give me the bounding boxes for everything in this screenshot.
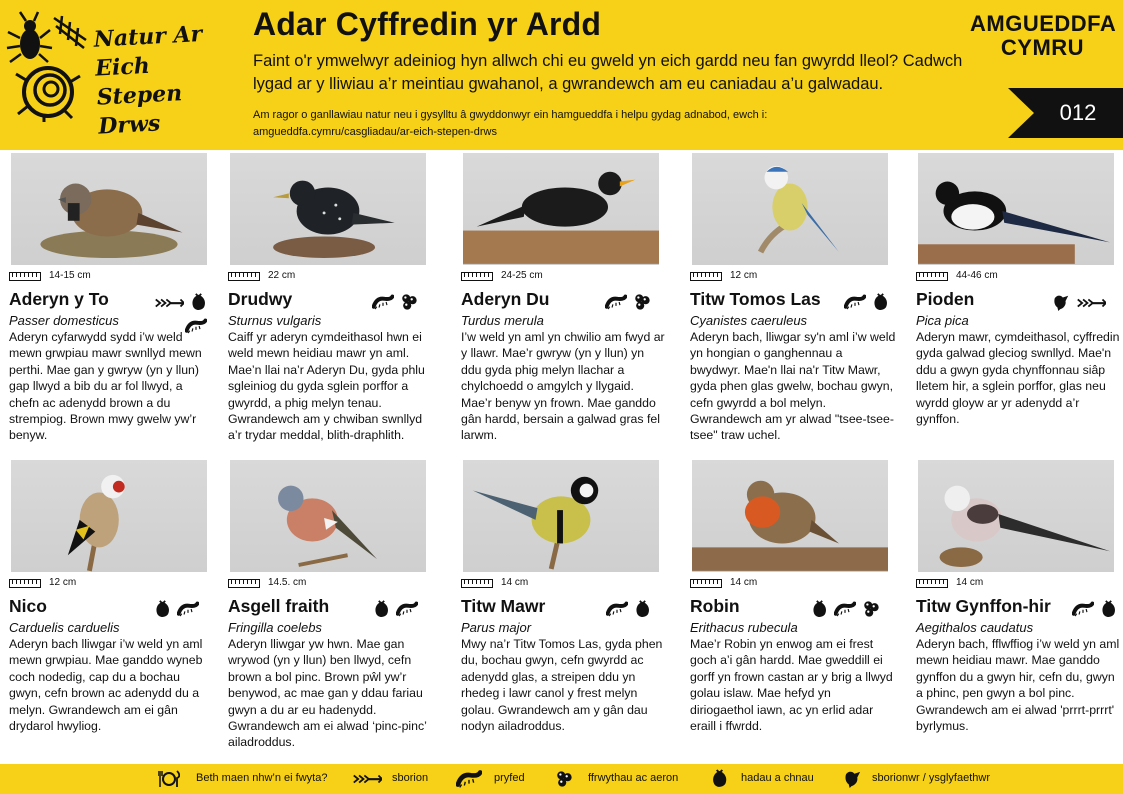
insects-icon	[177, 600, 199, 618]
bird-name: Robin	[690, 596, 740, 616]
bird-card	[228, 460, 438, 760]
insects-icon	[605, 293, 627, 311]
insects-icon	[1072, 600, 1094, 618]
insects-icon	[396, 600, 418, 618]
bird-illustration-icon	[11, 460, 207, 572]
bird-photo	[11, 460, 207, 572]
bird-description: Aderyn bach lliwgar i’w weld yn aml mewn grwpiau. Mae ganddo wyneb coch nodedig, cap du a bochau gwyn, cefn brown ac adenydd du a melyn. Gwrandewch am ei gân drydarol hwyliog.	[9, 637, 203, 734]
bird-card	[461, 460, 671, 760]
size-text: 14 cm	[730, 577, 758, 588]
bird-photo	[230, 153, 426, 265]
ruler-icon	[461, 272, 493, 281]
bird-card	[228, 153, 438, 453]
insects-icon	[456, 769, 482, 789]
bird-name: Titw Tomos Las	[690, 289, 821, 309]
ruler-icon	[9, 579, 41, 588]
bird-card	[690, 460, 900, 760]
scraps-icon	[352, 772, 382, 786]
seeds-icon	[711, 769, 728, 788]
bird-illustration-icon	[230, 460, 426, 572]
insects-icon	[844, 293, 866, 311]
ruler-icon	[690, 579, 722, 588]
ruler-icon	[228, 579, 260, 588]
more-info-text: Am ragor o ganllawiau natur neu i gysylltu â gwyddonwyr ein hamgueddfa i helpu gydag adnabod, ewch i: amgueddfa.cymru/casgliadau/ar-eich-stepen-drws	[253, 109, 768, 138]
bird-card	[916, 460, 1123, 760]
fruit-icon	[555, 770, 573, 788]
ruler-icon	[916, 579, 948, 588]
bird-illustration-icon	[918, 460, 1114, 572]
museum-name-line2: CYMRU	[1000, 35, 1085, 60]
page-subtitle: Faint o'r ymwelwyr adeiniog hyn allwch chi eu gweld yn eich gardd neu fan gwyrdd lleol? Cadwch lygad ar y lliwiau a’r meintiau gwahanol, a gwrandewch am eu caniadau a’u galwadau.	[253, 52, 963, 93]
bird-size	[690, 270, 890, 284]
bird-photo	[230, 460, 426, 572]
latin-name: Cyanistes caeruleus	[690, 313, 808, 328]
seeds-icon	[154, 600, 171, 618]
bird-description: Mae’r Robin yn enwog am ei frest goch a’i gân hardd. Mae gweddill ei gorff yn frown castan ar y brig a llwyd golau islaw. Mae hefyd yn diriogaethol iawn, ac yn erlid adar eraill i ffwrdd.	[690, 637, 893, 734]
insects-icon	[606, 600, 628, 618]
scraps-icon	[154, 296, 184, 310]
bird-photo	[918, 460, 1114, 572]
bird-illustration-icon	[230, 153, 426, 265]
bird-name: Asgell fraith	[228, 596, 330, 616]
seeds-icon	[373, 600, 390, 618]
size-text: 14 cm	[501, 577, 529, 588]
bird-illustration-icon	[918, 153, 1114, 265]
bird-description: Aderyn cyfarwydd sydd i’w weld mewn grwpiau mawr swnllyd mewn perthi. Mae gan y gwryw (yn y llun) gap llwyd a bib du ar fol llwyd, a chefn ac adenydd brown a du strempiog. Brown mwy gwelw yw’r benyw.	[9, 330, 202, 443]
bird-description: Aderyn bach, fflwffiog i’w weld yn aml mewn heidiau mawr. Mae ganddo gynffon du a gwyn hir, cefn du, gwyn a phinc, pen gwyn a bol pinc. Gwrandewch am ei alwad 'prrrt-prrrt' byrlymus.	[916, 637, 1120, 734]
sheet-number: 012	[1059, 100, 1097, 125]
size-text: 22 cm	[268, 270, 296, 281]
seeds-icon	[811, 600, 828, 618]
size-text: 12 cm	[730, 270, 758, 281]
bird-name: Aderyn y To	[9, 289, 109, 309]
bird-description: Caiff yr aderyn cymdeithasol hwn ei weld mewn heidiau mawr yn aml. Mae’n llai na’r Aderyn Du, gyda phlu sgleiniog du gyda sglein porffor a gwyrdd, a phig melyn tenau. Gwrandewch am y chwiban swnllyd a’r trydar meddal, blith-draphlith.	[228, 330, 425, 443]
bird-photo	[463, 153, 659, 265]
bird-size	[228, 270, 428, 284]
bird-size	[9, 270, 209, 284]
sheet-number-badge	[1008, 88, 1123, 138]
legend-label: hadau a chnau	[741, 772, 814, 784]
legend-label: ffrwythau ac aeron	[588, 772, 679, 784]
bird-name: Pioden	[916, 289, 975, 309]
bird-description: Mwy na’r Titw Tomos Las, gyda phen du, bochau gwyn, cefn gwyrdd ac adenydd glas, a streipen ddu yn rhedeg i lawr canol y frest melyn golau. Gwrandewch am y gân dau nodyn ailadroddus.	[461, 637, 663, 734]
bird-size	[9, 577, 209, 591]
bird-size	[916, 577, 1116, 591]
bird-name: Titw Mawr	[461, 596, 546, 616]
bird-illustration-icon	[692, 153, 888, 265]
bird-name: Titw Gynffon-hir	[916, 596, 1051, 616]
legend-question-text: Beth maen nhw’n ei fwyta?	[196, 772, 328, 784]
header	[0, 0, 1123, 150]
plate-cutlery-icon	[158, 769, 180, 789]
ruler-icon	[690, 272, 722, 281]
latin-name: Passer domesticus	[9, 313, 119, 328]
bird-name: Aderyn Du	[461, 289, 550, 309]
bird-description: Aderyn mawr, cymdeithasol, cyffredin gyda galwad gleciog swnllyd. Mae'n ddu a gwyn gyda chynffonnau siâp lletem hir, a sglein porffor, glas neu wyrdd gloyw ar yr adenydd a’r gynffon.	[916, 330, 1120, 427]
page-title: Adar Cyffredin yr Ardd	[253, 6, 602, 42]
size-text: 44-46 cm	[956, 270, 998, 281]
bird-illustration-icon	[692, 460, 888, 572]
nature-logo-text: Natur Ar Eich Stepen Drws	[93, 21, 203, 140]
latin-name: Sturnus vulgaris	[228, 313, 322, 328]
bird-size	[228, 577, 428, 591]
size-text: 24-25 cm	[501, 270, 543, 281]
ruler-icon	[461, 579, 493, 588]
bird-illustration-icon	[11, 153, 207, 265]
bird-size	[916, 270, 1116, 284]
seeds-icon	[872, 293, 889, 311]
bird-photo	[463, 460, 659, 572]
ruler-icon	[9, 272, 41, 281]
latin-name: Aegithalos caudatus	[916, 620, 1034, 635]
nature-logo-icon	[4, 10, 96, 122]
latin-name: Parus major	[461, 620, 532, 635]
bird-illustration-icon	[463, 460, 659, 572]
bird-size	[461, 270, 661, 284]
bird-description: I’w weld yn aml yn chwilio am fwyd ar y llawr. Mae’r gwryw (yn y llun) yn ddu gyda phig melyn llachar a chylchoedd o amgylch y llygaid. Mae’r benyw yn frown. Mae ganddo gân hardd, bersain a galwad gras fel larwm.	[461, 330, 665, 443]
ruler-icon	[916, 272, 948, 281]
museum-name-line1: AMGUEDDFA	[970, 11, 1117, 36]
seeds-icon	[634, 600, 651, 618]
insects-icon	[834, 600, 856, 618]
fruit-icon	[400, 293, 418, 311]
bird-photo	[692, 153, 888, 265]
scavenger-icon	[843, 769, 862, 788]
bird-name: Drudwy	[228, 289, 293, 309]
ruler-icon	[228, 272, 260, 281]
bird-card	[461, 153, 671, 453]
bird-description: Aderyn bach, lliwgar sy'n aml i’w weld yn hongian o ganghennau a bwydwyr. Mae'n llai na'r Titw Mawr, gyda phen glas gwelw, bochau gwyn, cefn gwyrdd a bol melyn. Gwrandewch am yr alwad "tsee-tsee-tsee" traw uchel.	[690, 330, 896, 443]
latin-name: Fringilla coelebs	[228, 620, 322, 635]
bird-description: Aderyn lliwgar yw hwn. Mae gan wrywod (yn y llun) ben llwyd, cefn brown a bol pinc. Brown pŵl yw’r benywod, ac mae gan y ddau fariau gwyn a du ar eu hadenydd. Gwrandewch am ei alwad ‘pinc-pinc’ ailadroddus.	[228, 637, 427, 750]
bird-illustration-icon	[463, 153, 659, 265]
fruit-icon	[633, 293, 651, 311]
bird-card	[9, 460, 219, 760]
latin-name: Carduelis carduelis	[9, 620, 120, 635]
bird-size	[690, 577, 890, 591]
bird-card	[690, 153, 900, 453]
legend-label: sborion	[392, 772, 429, 784]
bird-size	[461, 577, 661, 591]
scavenger-icon	[1052, 293, 1070, 311]
size-text: 14 cm	[956, 577, 984, 588]
fruit-icon	[862, 600, 880, 618]
bird-card	[9, 153, 219, 453]
scraps-icon	[1076, 296, 1106, 310]
seeds-icon	[190, 293, 207, 311]
size-text: 14-15 cm	[49, 270, 91, 281]
latin-name: Pica pica	[916, 313, 969, 328]
insects-icon	[372, 293, 394, 311]
bird-photo	[692, 460, 888, 572]
legend-label: sborionwr / ysglyfaethwr	[872, 772, 990, 784]
latin-name: Turdus merula	[461, 313, 544, 328]
legend-label: pryfed	[494, 772, 525, 784]
bird-card	[916, 153, 1123, 453]
size-text: 12 cm	[49, 577, 77, 588]
seeds-icon	[1100, 600, 1117, 618]
bird-photo	[11, 153, 207, 265]
bird-photo	[918, 153, 1114, 265]
diet-legend-footer	[0, 764, 1123, 794]
size-text: 14.5. cm	[268, 577, 307, 588]
museum-logo	[970, 12, 1115, 60]
latin-name: Erithacus rubecula	[690, 620, 798, 635]
bird-name: Nico	[9, 596, 47, 616]
